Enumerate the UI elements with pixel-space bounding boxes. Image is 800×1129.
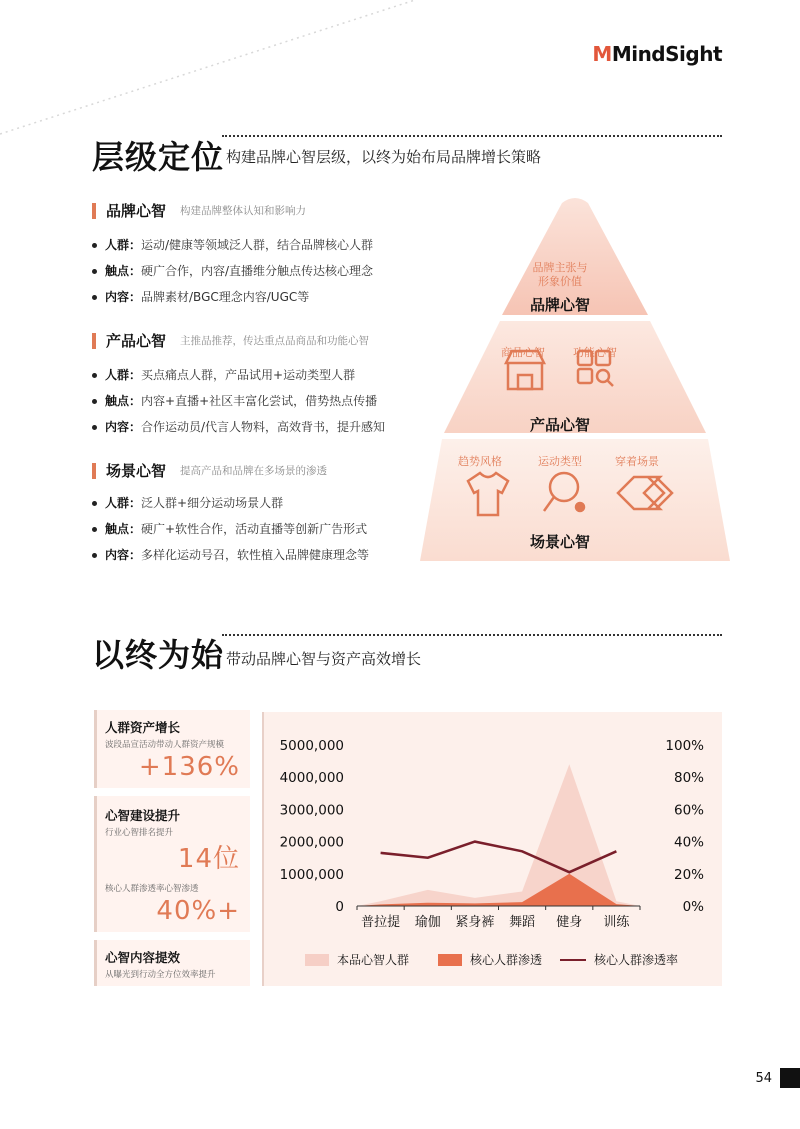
bullet-item: 触点：硬广合作，内容/直播维分触点传达核心理念 [92,262,373,279]
group-product-head [92,330,369,351]
pyramid-bottom-item: 穿着场景 [615,455,659,468]
bullet-item: 人群：泛人群+细分运动场景人群 [92,494,283,511]
group-title: 品牌心智 [106,202,167,220]
y-left-tick-label: 5000,000 [279,738,344,754]
pyramid-mid-item: 功能心智 [573,346,617,359]
bullet-item: 人群：买点痛点人群，产品试用+运动类型人群 [92,366,355,383]
corner-dots-decoration [0,0,420,140]
x-tick-label: 训练 [603,915,630,930]
stat-desc: 从曝光到行动全方位效率提升 [105,970,216,980]
bullet-item: 内容：多样化运动号召，软性植入品牌健康理念等 [92,546,369,563]
section1-title: 层级定位 [92,132,224,178]
legend-line [560,959,586,961]
legend-item: 核心人群渗透率 [560,951,678,968]
y-left-tick-label: 4000,000 [279,770,344,787]
pyramid-bottom-item: 运动类型 [538,455,582,468]
pyramid-top-label: 品牌心智 [529,296,590,314]
section1-divider [222,135,722,137]
y-left-tick-label: 1000,000 [279,866,344,883]
stat-desc-secondary: 核心人群渗透率心智渗透 [105,884,199,894]
bullet-item: 人群：运动/健康等领域泛人群，结合品牌核心人群 [92,236,373,253]
section2-title: 以终为始 [92,630,224,676]
stat-card-audience [94,710,250,788]
y-right-tick-label: 40% [673,834,704,851]
y-right-tick-label: 100% [665,738,704,754]
group-marker [92,463,96,479]
page-number: 54 [755,1071,772,1086]
group-scene-head [92,460,327,481]
section2-subtitle: 带动品牌心智与资产高效增长 [226,650,422,668]
group-marker [92,333,96,349]
pyramid-mid-item: 商品心智 [501,346,545,359]
group-desc: 构建品牌整体认知和影响力 [180,205,307,217]
combo-chart [262,712,722,986]
group-marker [92,203,96,219]
pyramid-bottom-label: 场景心智 [529,533,590,551]
bullet-item: 触点：内容+直播+社区丰富化尝试，借势热点传播 [92,392,377,409]
x-tick-label: 健身 [556,915,583,930]
group-title: 场景心智 [106,462,167,480]
stat-title: 心智建设提升 [105,808,181,823]
brand-logo [592,42,722,66]
bullet-item: 触点：硬广+软性合作，活动直播等创新广告形式 [92,520,367,537]
y-right-tick-label: 20% [673,866,704,883]
y-left-tick-label: 3000,000 [279,802,344,819]
x-tick-label: 瑜伽 [414,915,441,930]
brand-name: MindSight [611,42,722,66]
pyramid-mid-label: 产品心智 [529,416,590,434]
group-title: 产品心智 [106,332,167,350]
x-tick-label: 紧身裤 [455,915,495,930]
group-desc: 主推品推荐，传达重点品商品和功能心智 [180,335,370,347]
stat-title: 人群资产增长 [105,720,181,735]
stat-value-secondary: 40%+ [156,896,240,926]
x-tick-label: 普拉提 [361,915,401,930]
stat-card-content [94,940,250,986]
bullet-item: 内容：合作运动员/代言人物料，高效背书，提升感知 [92,418,385,435]
x-tick-label: 舞蹈 [509,915,536,930]
stat-desc: 行业心智排名提升 [105,828,174,838]
legend-item: 核心人群渗透 [438,951,542,968]
group-brand-head [92,200,306,221]
page-corner-block [780,1068,800,1088]
y-left-tick-label: 2000,000 [279,834,344,851]
stat-title: 心智内容提效 [105,950,181,965]
group-desc: 提高产品和品牌在多场景的渗透 [180,465,328,477]
y-left-tick-label: 0 [335,899,344,915]
bullet-item: 内容：品牌素材/BGC理念内容/UGC等 [92,288,309,305]
y-right-tick-label: 60% [673,802,704,819]
legend-item: 本品心智人群 [305,951,409,968]
pyramid-top-caption: 品牌主张与 形象价值 [532,261,588,288]
legend-swatch [305,954,329,966]
section2-divider [222,634,722,636]
area-series-0 [357,764,640,906]
y-right-tick-label: 80% [673,770,704,787]
y-right-tick-label: 0% [682,899,704,915]
stat-desc: 波段品宣活动带动人群资产规模 [105,740,225,750]
section1-subtitle: 构建品牌心智层级，以终为始布局品牌增长策略 [226,148,542,166]
logo-m-mark: M [592,42,612,66]
stat-card-mind [94,796,250,932]
legend-swatch [438,954,462,966]
mind-pyramid [420,195,730,565]
stat-value: +136% [138,752,240,782]
pyramid-bottom-item: 趋势风格 [458,455,502,468]
stat-value: 14位 [177,844,240,874]
